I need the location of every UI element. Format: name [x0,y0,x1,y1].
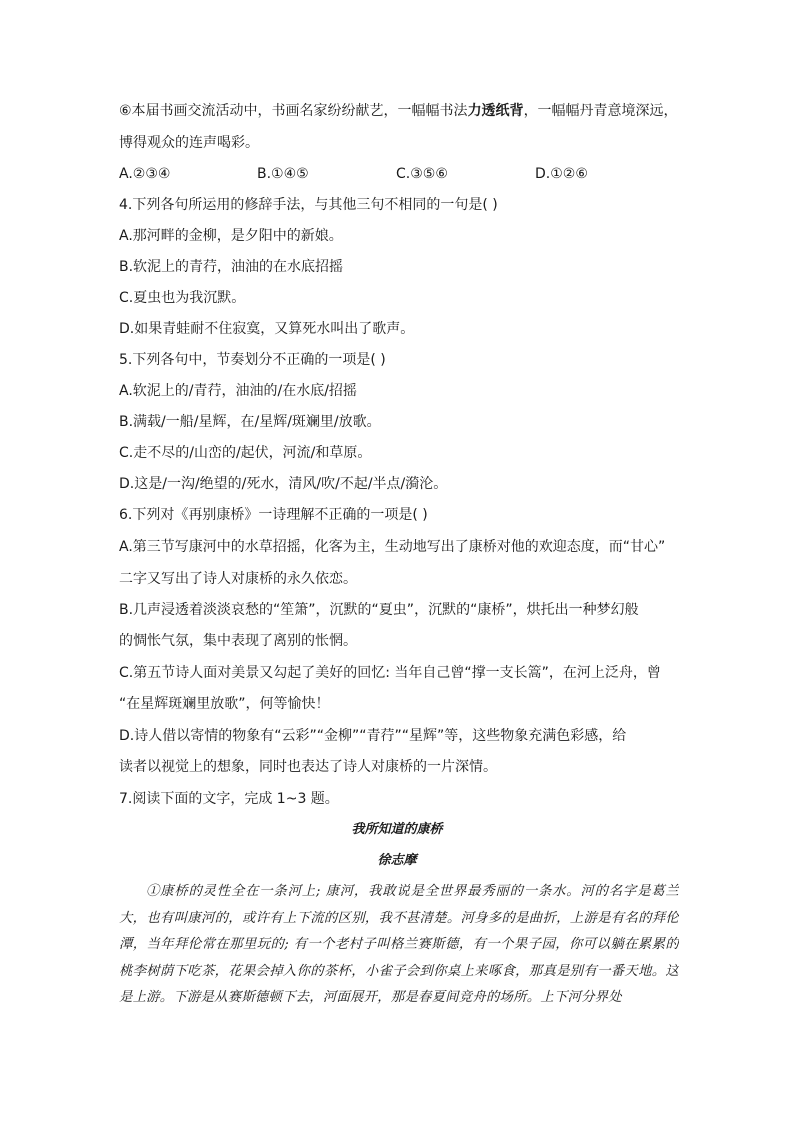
q6-stem: 6.下列对《再别康桥》一诗理解不正确的一项是( ) [119,507,428,523]
q6-option-a-line2: 二字又写出了诗人对康桥的永久依恋。 [119,571,357,587]
q4-option-d: D.如果青蛙耐不住寂寞，又算死水叫出了歌声。 [119,321,415,337]
q5-option-d: D.这是/一沟/绝望的/死水，清风/吹/不起/半点/漪沦。 [119,476,448,492]
q6-option-d-line1: D.诗人借以寄情的物象有“云彩”“金柳”“青荇”“星辉”等，这些物象充满色彩感，给 [119,728,627,744]
q3-option-a: A.②③④ [119,166,171,182]
q3-item6-bold-phrase: 力透纸背 [467,103,524,119]
q3-option-d: D.①②⑥ [535,166,588,182]
q6-option-a-line1: A.第三节写康河中的水草招摇，化客为主，生动地写出了康桥对他的欢迎态度，而“甘心” [119,539,666,555]
q6-option-c-line1: C.第五节诗人面对美景又勾起了美好的回忆: 当年自己曾“撑一支长篙”，在河上泛舟，曾 [119,665,661,681]
q5-option-c: C.走不尽的/山峦的/起伏，河流/和草原。 [119,445,372,461]
q6-option-b-line1: B.几声浸透着淡淡哀愁的“笙箫”，沉默的“夏虫”，沉默的“康桥”，烘托出一种梦幻般 [119,602,639,618]
q3-item6-line1 [119,101,678,121]
passage-paragraph-1: ①康桥的灵性全在一条河上; 康河，我敢说是全世界最秀丽的一条水。河的名字是葛兰大，也有叫康河的，或许有上下流的区别，我不甚清楚。河身多的是曲折，上游是有名的拜伦潭，当年拜伦常在那里玩的; 有一个老村子叫格兰赛斯德，有一个果子园，你可以躺在累累的桃李树荫下吃茶，花果会掉入你的茶杯，小雀子会到你桌上来啄食，那真是别有一番天地。这是上游。下游是从赛斯德顿下去，河面展开，那是春夏间竞舟的场所。上下河分界处 [119,884,679,1006]
q4-option-b: B.软泥上的青荇，油油的在水底招摇 [119,259,344,275]
q5-stem: 5.下列各句中，节奏划分不正确的一项是( ) [119,352,386,368]
q3-item6-text: ⑥本届书画交流活动中，书画名家纷纷献艺，一幅幅书法 [119,103,468,119]
q6-option-d-line2: 读者以视觉上的想象，同时也表达了诗人对康桥的一片深情。 [119,759,497,775]
q3-item6-text-after: ，一幅幅丹青意境深远， [523,103,678,119]
q6-option-c-line2: “在星辉斑斓里放歌”，何等愉快！ [119,696,330,712]
q3-option-c: C.③⑤⑥ [396,166,448,182]
q6-option-b-line2: 的惆怅气氛，集中表现了离别的怅惘。 [119,633,357,649]
q7-stem: 7.阅读下面的文字，完成 1~3 题。 [119,791,339,807]
q3-item6-line2: 博得观众的连声喝彩。 [119,135,259,151]
q5-option-a: A.软泥上的/青荇，油油的/在水底/招摇 [119,383,357,399]
q4-option-a: A.那河畔的金柳，是夕阳中的新娘。 [119,228,343,244]
q4-stem: 4.下列各句所运用的修辞手法，与其他三句不相同的一句是( ) [119,197,498,213]
q4-option-c: C.夏虫也为我沉默。 [119,290,246,306]
passage-author: 徐志摩 [377,853,417,868]
passage-title: 我所知道的康桥 [351,822,443,837]
q5-option-b: B.满载/一船/星辉，在/星辉/斑斓里/放歌。 [119,414,381,430]
q3-option-b: B.①④⑤ [257,166,309,182]
